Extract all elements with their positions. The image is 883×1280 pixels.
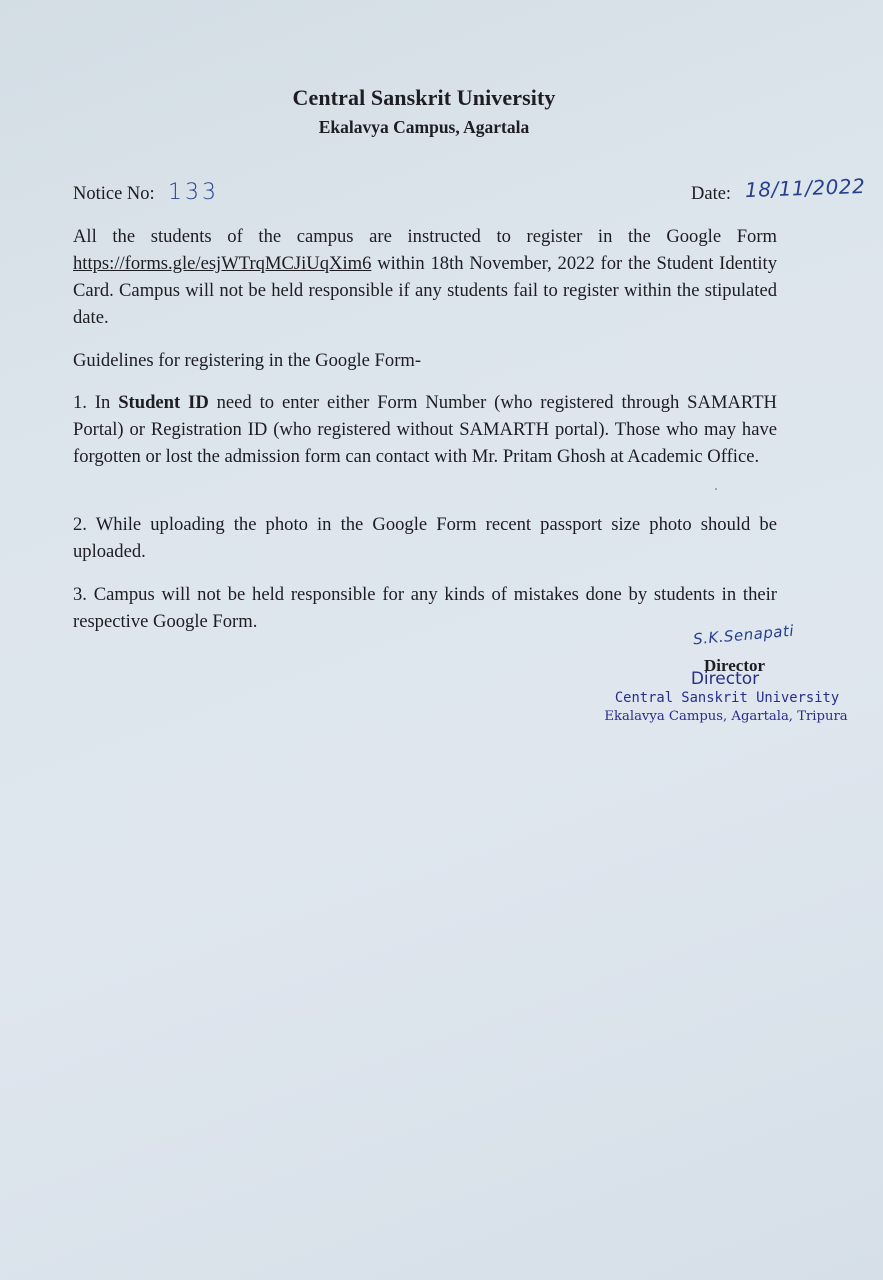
stamp-director: Director <box>690 669 760 689</box>
official-stamp <box>600 670 860 726</box>
stamp-university: Central Sanskrit University <box>614 690 840 706</box>
handwritten-signature: S.K.Senapati <box>692 621 795 649</box>
guideline-item-1 <box>73 389 777 470</box>
notice-number-handwritten: 133 <box>168 180 219 205</box>
director-title: Director <box>704 656 766 675</box>
stamp-campus: Ekalavya Campus, Agartala, Tripura <box>604 709 848 724</box>
letterhead <box>0 84 848 142</box>
student-id-term: Student ID <box>118 392 209 413</box>
guideline-item-2: 2. While uploading the photo in the Google Form recent passport size photo should be uploaded. <box>73 514 777 562</box>
date-label: Date: <box>691 184 732 204</box>
guidelines-heading: Guidelines for registering in the Google Form- <box>73 350 422 371</box>
campus-name: Ekalavya Campus, Agartala <box>318 117 530 137</box>
instruction-text-end: within 18th November, 2022 for the Student Identity Card. Campus will not be held responsible if any students fail to register within the stipulated date. <box>73 253 777 328</box>
signature-block <box>600 621 860 736</box>
notice-number-label: Notice No: <box>73 184 155 204</box>
guideline-item-3: 3. Campus will not be held responsible for any kinds of mistakes done by students in their respective Google Form. <box>73 584 777 632</box>
date-handwritten: 18/11/2022 <box>744 173 866 203</box>
notice-meta-row <box>73 173 866 212</box>
instruction-paragraph <box>73 223 777 331</box>
guideline-1-prefix: 1. In <box>73 392 119 413</box>
guideline-1-text: need to enter either Form Number (who registered through SAMARTH Portal) or Registration ID (who registered without SAMARTH portal). Those who may have forgotten or lost the admission form can contact with Mr. Pritam Ghosh at Academic Office. <box>73 392 777 467</box>
paper-speck <box>715 488 717 490</box>
google-form-link[interactable]: https://forms.gle/esjWTrqMCJiUqXim6 <box>73 253 372 274</box>
university-name: Central Sanskrit University <box>292 85 556 110</box>
instruction-text-start: All the students of the campus are instructed to register in the Google Form <box>73 226 777 247</box>
